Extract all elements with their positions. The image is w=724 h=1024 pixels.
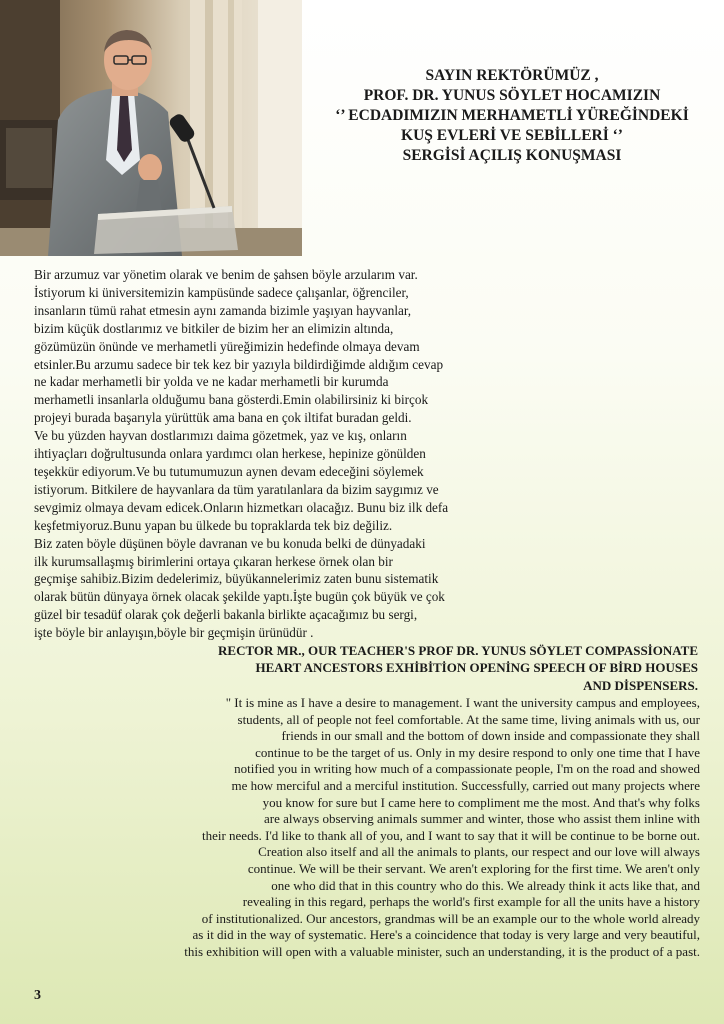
title-line: SAYIN REKTÖRÜMÜZ ,: [425, 67, 599, 84]
title-line: ‘’ ECDADIMIZIN MERHAMETLİ YÜREĞİNDEKİ: [335, 107, 689, 124]
text-line: güzel bir tesadüf olarak çok değerli bakanla birlikte açacağımız bu sergi,: [34, 607, 418, 623]
speaker-photo: [0, 0, 302, 256]
text-line: merhametli insanlarla olduğumu bana gösterdi.Emin olabilirsiniz ki birçok: [34, 392, 429, 408]
text-line: ne kadar merhametli bir yolda ve ne kadar merhametli bir kurumda: [34, 374, 389, 390]
text-line: istiyorum. Bitkilere de hayvanlara da tüm yaratılanlara da bizim saygımız ve: [34, 481, 439, 497]
text-line: sevgimiz olmaya devam edicek.Onların hizmetkarı olacağız. Bunu biz ilk defa: [34, 499, 449, 515]
text-line: of institutionalized. Our ancestors, grandmas will be an example our to the whole world already: [201, 910, 700, 926]
text-line: as it did in the way of systematic. Here's a coincidence that today is very large and very beautiful,: [192, 927, 700, 943]
english-title: [140, 642, 698, 694]
text-line: are always observing animals summer and winter, those who assist them inline with: [264, 811, 700, 827]
title-line: SERGİSİ AÇILIŞ KONUŞMASI: [402, 147, 622, 164]
text-line: Ve bu yüzden hayvan dostlarımızı daima gözetmek, yaz ve kış, onların: [34, 428, 407, 444]
text-line: continue to be the target of us. Only in my desire respond to only one time that I have: [255, 744, 700, 760]
text-line: Bir arzumuz var yönetim olarak ve benim de şahsen böyle arzularım var.: [34, 267, 418, 282]
speaker-illustration: [0, 0, 302, 256]
page-number: 3: [34, 988, 41, 1003]
turkish-title: [300, 66, 724, 166]
text-line: this exhibition will open with a valuable minister, such an understanding, it is the product of a past.: [184, 943, 700, 959]
text-line: Biz zaten böyle düşünen böyle davranan ve bu konuda belki de dünyadaki: [34, 535, 426, 551]
text-line: one who did that in this country who do this. We already think it acts like that, and: [271, 877, 700, 893]
text-line: their needs. I'd like to thank all of you, and I want to say that it will be continue to be borne out.: [201, 827, 700, 843]
text-line: Creation also itself and all the animals to plants, our respect and our love will always: [258, 844, 700, 860]
text-line: olarak bütün dünyaya örnek olacak şekilde yaptı.İşte bugün çok büyük ve çok: [34, 589, 445, 605]
text-line: ilk kurumsallaşmış birimlerini ortaya çıkaran herkese örnek olan bir: [34, 553, 393, 569]
text-line: you know for sure but I came here to compliment me the most. And that's why folks: [262, 794, 700, 810]
text-line: projeyi burada başarıyla yürüttük ama bana en çok iltifat buradan geldi.: [34, 410, 412, 426]
text-line: teşekkür ediyorum.Ve bu tutumumuzun aynen devam edeceğini söylemek: [34, 463, 424, 479]
text-line: me how merciful and a merciful institution. Successfully, carried out many projects where: [231, 777, 700, 793]
turkish-speech: [34, 266, 504, 642]
title-line: AND DİSPENSERS.: [583, 677, 698, 693]
text-line: İstiyorum ki üniversitemizin kampüsünde sadece çalışanlar, öğrenciler,: [34, 284, 409, 300]
text-line: " It is mine as I have a desire to management. I want the university campus and employees,: [225, 695, 700, 710]
title-line: HEART ANCESTORS EXHİBİTİON OPENİNG SPEECH OF BİRD HOUSES: [255, 660, 698, 676]
text-line: etsinler.Bu arzumu sadece bir tek kez bir yazıyla bildirdiğimde aldığım cevap: [34, 356, 444, 372]
text-line: revealing in this regard, perhaps the world's first example for all the units have a history: [242, 894, 700, 910]
title-line: RECTOR MR., OUR TEACHER'S PROF DR. YUNUS SÖYLET COMPASSİONATE: [218, 643, 698, 658]
text-line: friends in our small and the bottom of down inside and compassionate they shall: [281, 728, 700, 744]
text-line: gözümüzün önünde ve merhametli yüreğimizin hedefinde olmaya devam: [34, 338, 420, 354]
text-line: ihtiyaçları doğrultusunda onlara yardımcı olan herkese, hepinize gönülden: [34, 446, 426, 462]
text-line: notified you in writing how much of a compassionate people, I'm on the road and showed: [234, 761, 700, 777]
title-line: PROF. DR. YUNUS SÖYLET HOCAMIZIN: [363, 87, 661, 104]
text-line: işte böyle bir anlayışın,böyle bir geçmişin ürünüdür .: [34, 625, 314, 641]
text-line: geçmişe sahibiz.Bizim dedelerimiz, büyükannelerimiz zaten bunu sistematik: [34, 571, 439, 587]
text-line: insanların tümü rahat etmesin aynı zamanda bizimle yaşıyan hayvanlar,: [34, 302, 412, 318]
text-line: continue. We will be their servant. We aren't exploring for the first time. We aren't only: [247, 860, 700, 876]
text-line: students, all of people not feel comfortable. At the same time, living animals with us, our: [237, 711, 700, 727]
text-line: bizim küçük dostlarımız ve bitkiler de bizim her an elimizin altında,: [34, 320, 394, 336]
text-line: keşfetmiyoruz.Bunu yapan bu ülkede bu topraklarda tek biz değiliz.: [34, 517, 393, 533]
title-line: KUŞ EVLERİ VE SEBİLLERİ ‘’: [401, 127, 623, 144]
english-speech: [100, 695, 700, 961]
